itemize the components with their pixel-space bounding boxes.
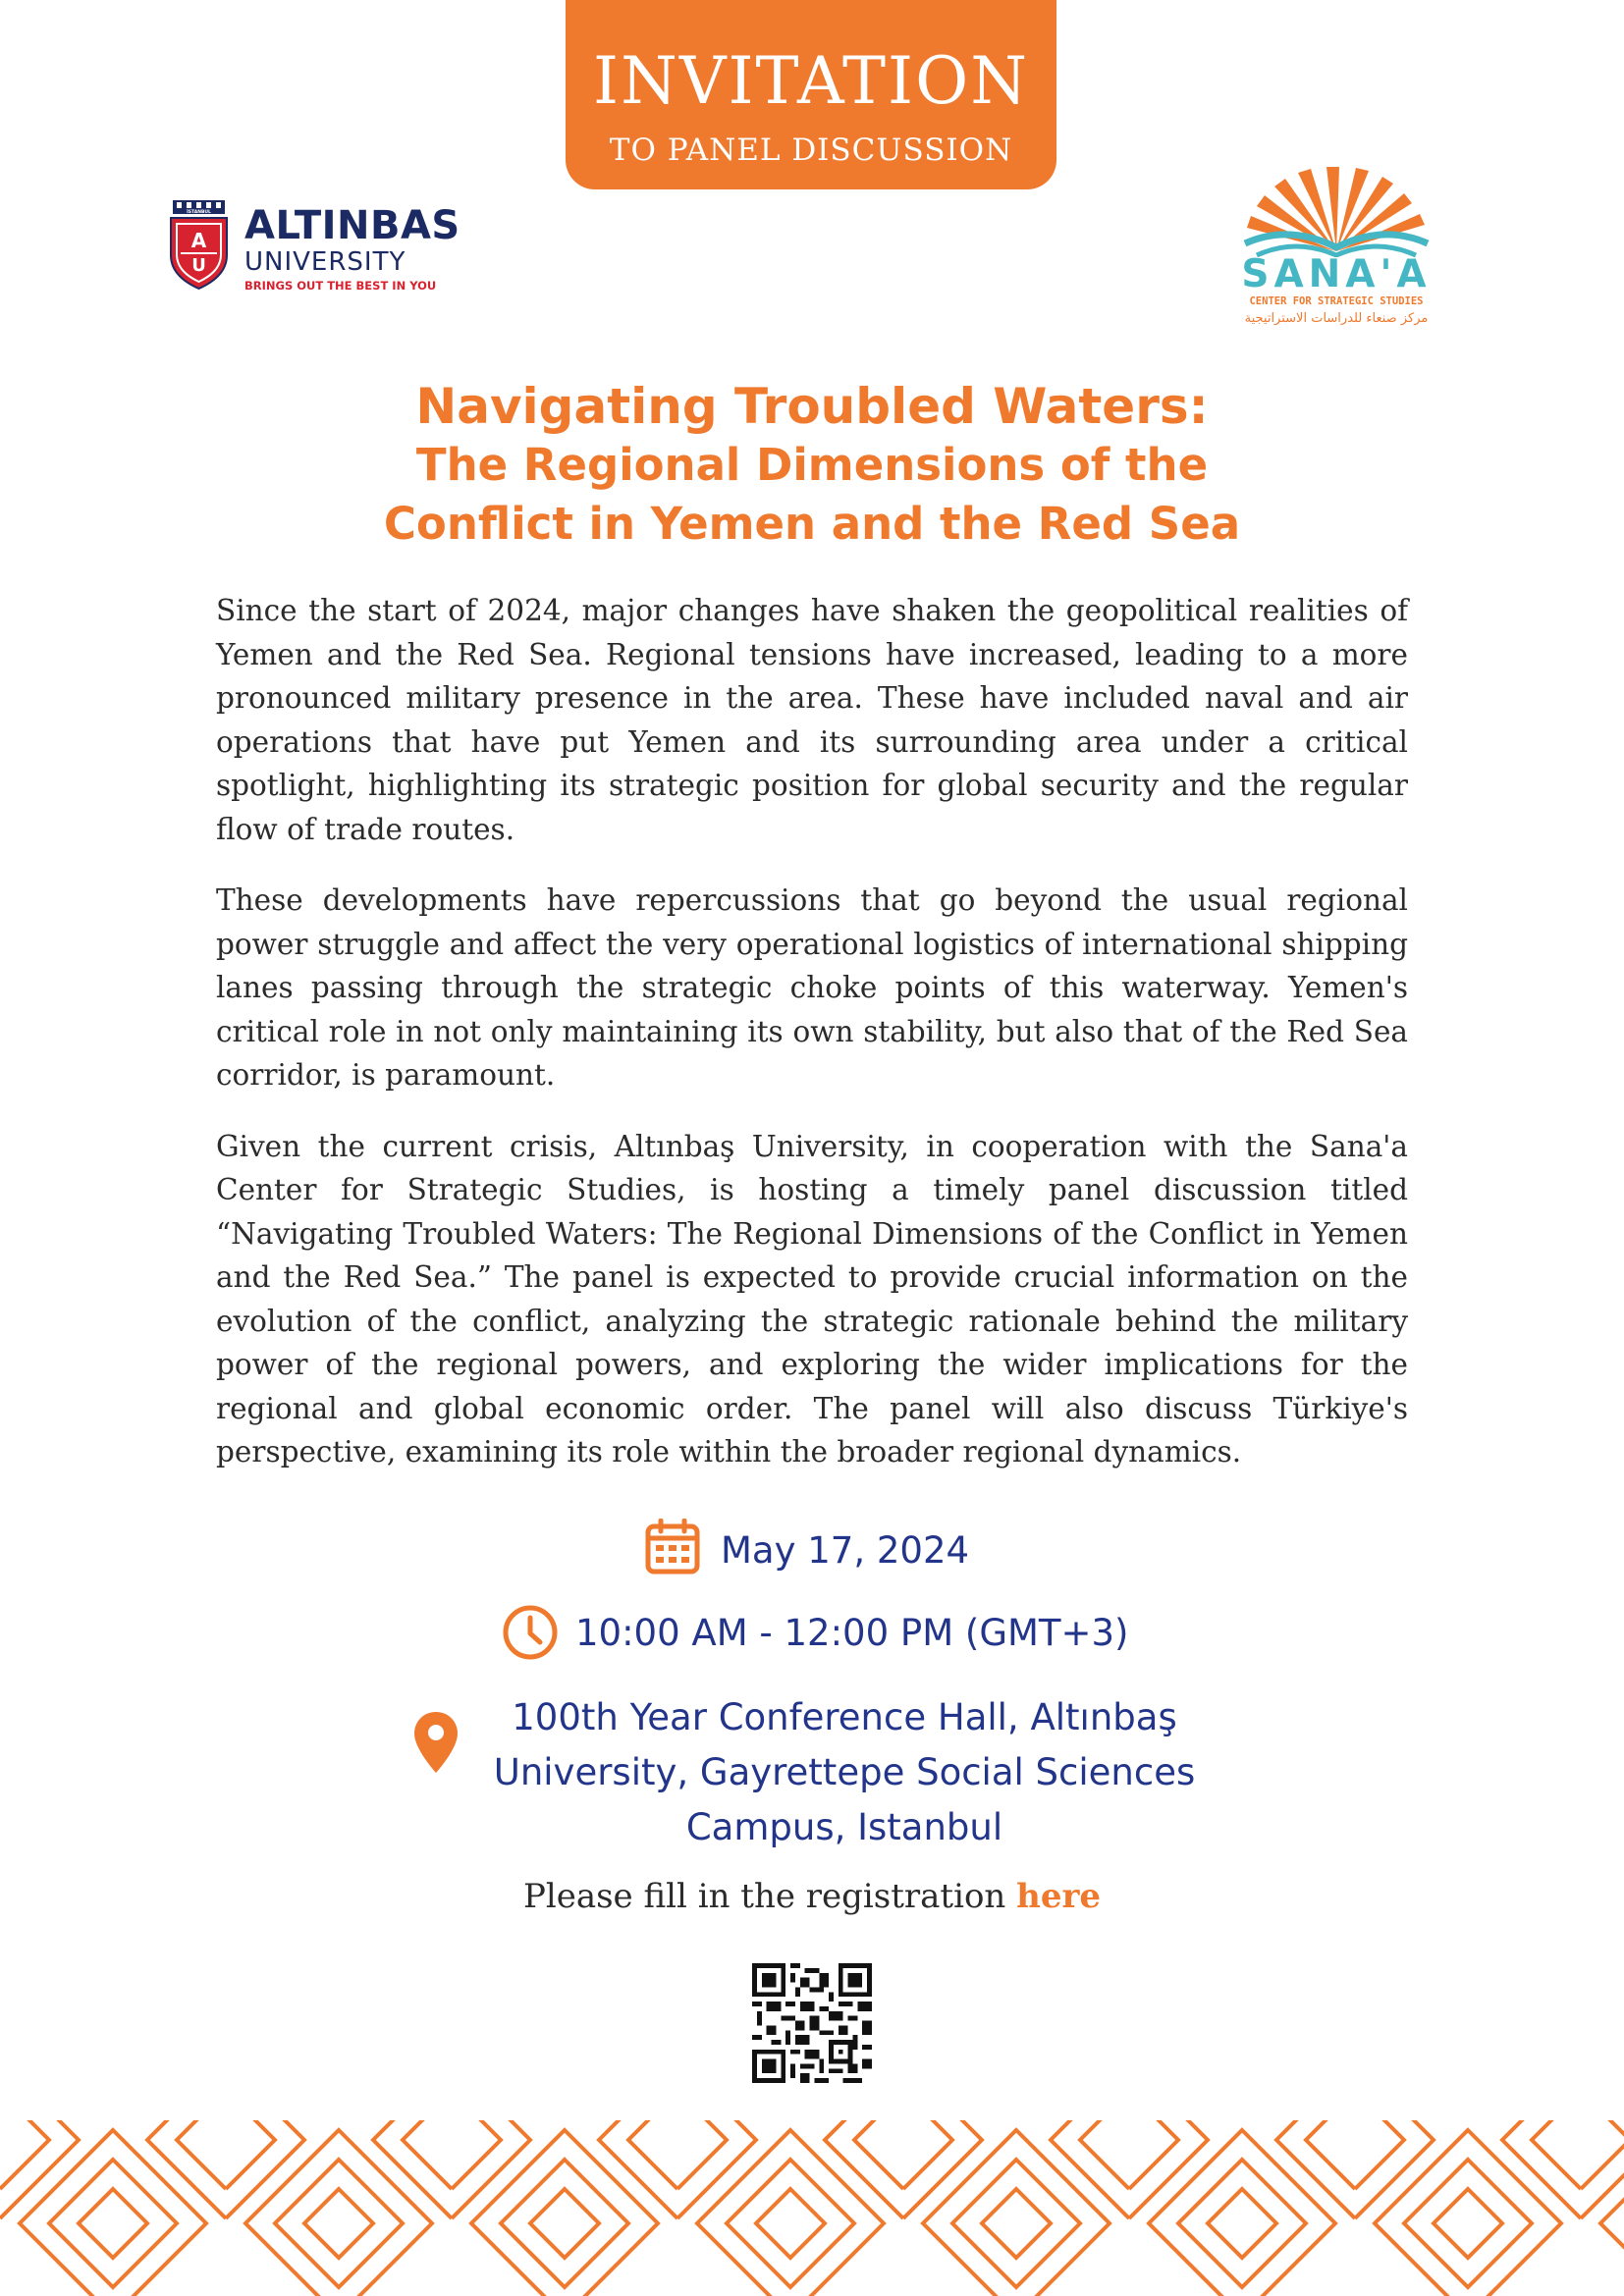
sanaa-arabic-name: مركز صنعاء للدراسات الاستراتيجية <box>1244 311 1429 326</box>
title-line-2: The Regional Dimensions of the <box>415 439 1209 491</box>
sanaa-name: SANA'A <box>1241 252 1432 296</box>
qr-code[interactable] <box>752 1963 872 2083</box>
clock-icon <box>501 1603 560 1662</box>
altinbas-name: ALTINBAS <box>244 203 460 248</box>
location-line-3: Campus, Istanbul <box>685 1806 1003 1848</box>
svg-text:İSTANBUL: İSTANBUL <box>187 210 211 215</box>
calendar-icon <box>644 1519 701 1575</box>
altinbas-slogan: BRINGS OUT THE BEST IN YOU <box>244 279 437 293</box>
banner-title: INVITATION <box>593 43 1029 119</box>
paragraph-1: Since the start of 2024, major changes have shaken the geopolitical realities of Yemen and the Red Sea. Regional tensions have increased, leading to a more pronounced military presence in the area. These have included naval and air operations that have put Yemen and its surrounding area under a critical spotlight, highlighting its strategic position for global security and the regular flow of trade routes. <box>216 594 1408 846</box>
paragraph-3: Given the current crisis, Altınbaş University, in cooperation with the Sana'a Center for Strategic Studies, is hosting a timely panel discussion titled “Navigating Troubled Waters: The Regional Dimensions of the Conflict in Yemen and the Red Sea.” The panel is expected to provide crucial information on the evolution of the conflict, analyzing the strategic rationale behind the military power of the regional powers, and exploring the wider implications for the regional and global economic order. The panel will also discuss Türkiye's perspective, examining its role within the broader regional dynamics. <box>216 1129 1408 1468</box>
altinbas-university-logo <box>167 200 461 298</box>
title-line-1: Navigating Troubled Waters: <box>415 378 1209 435</box>
event-date: May 17, 2024 <box>721 1529 970 1572</box>
body-text <box>216 589 1408 1502</box>
event-time: 10:00 AM - 12:00 PM (GMT+3) <box>575 1612 1129 1654</box>
svg-text:A: A <box>190 229 207 252</box>
location-pin-icon <box>411 1710 460 1775</box>
title-line-3: Conflict in Yemen and the Red Sea <box>383 498 1241 550</box>
invitation-banner <box>566 0 1056 189</box>
sanaa-center-logo <box>1235 167 1437 334</box>
sanaa-sunrise-icon <box>1235 167 1437 257</box>
svg-text:U: U <box>191 255 206 276</box>
altinbas-university-word: UNIVERSITY <box>244 247 406 277</box>
sanaa-subtitle: CENTER FOR STRATEGIC STUDIES <box>1249 295 1424 307</box>
location-line-2: University, Gayrettepe Social Sciences <box>493 1751 1196 1793</box>
altinbas-shield-icon <box>167 200 231 291</box>
event-location <box>471 1690 1218 1855</box>
decorative-pattern <box>0 2120 1624 2296</box>
banner-subtitle: TO PANEL DISCUSSION <box>609 133 1013 168</box>
event-title <box>0 377 1624 554</box>
registration-line <box>0 1877 1624 1916</box>
registration-link[interactable]: here <box>1016 1877 1102 1916</box>
registration-text: Please fill in the registration <box>522 1877 1017 1916</box>
paragraph-2: These developments have repercussions that go beyond the usual regional power struggle and affect the very operational logistics of international shipping lanes passing through the strategic choke points of this waterway. Yemen's critical role in not only maintaining its own stability, but also that of the Red Sea corridor, is paramount. <box>216 883 1408 1092</box>
location-line-1: 100th Year Conference Hall, Altınbaş <box>512 1696 1177 1738</box>
